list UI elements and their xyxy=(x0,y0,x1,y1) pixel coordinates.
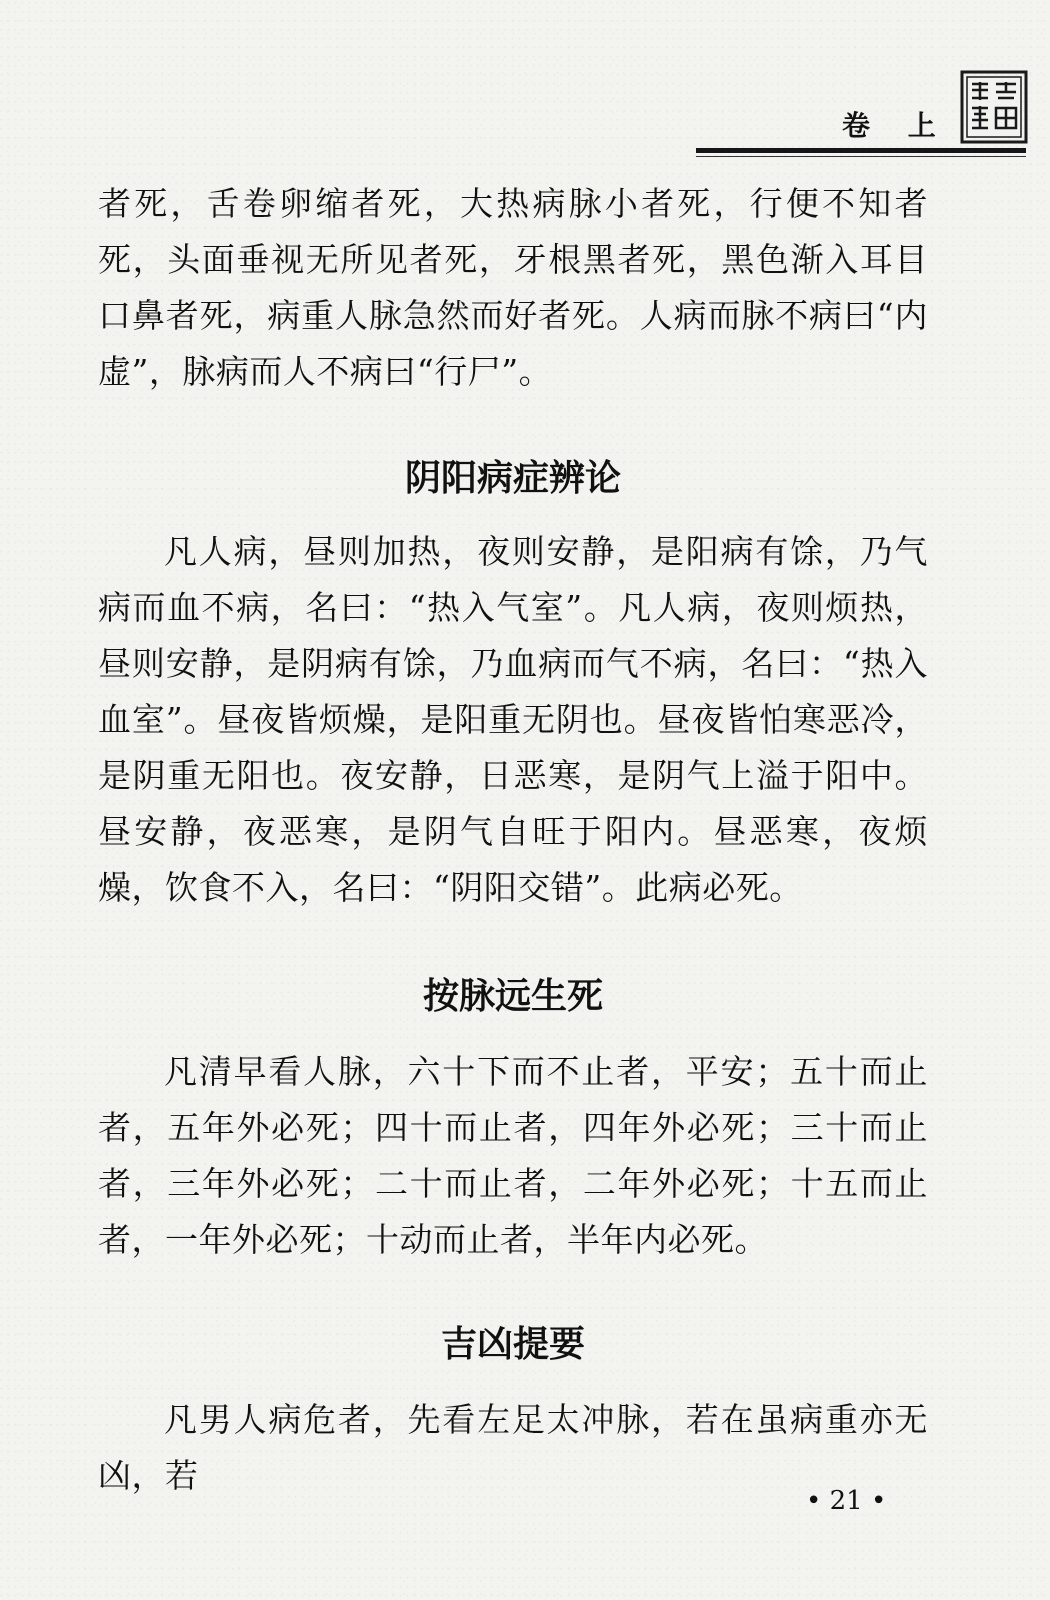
section-heading-yinyang: 阴阳病症辨论 xyxy=(404,458,621,499)
header-rule-thin xyxy=(696,156,1026,157)
section-heading-auspicious: 吉凶提要 xyxy=(440,1324,585,1365)
paragraph-yinyang: 凡人病，昼则加热，夜则安静，是阳病有馀，乃气病而血不病，名曰：“热入气室”。凡人病，夜则烦热，昼则安静，是阴病有馀，乃血病而气不病，名曰：“热入血室”。昼夜皆烦燥，是阳重无阴也。昼夜皆怕寒恶冷，是阴重无阳也。夜安静，日恶寒，是阴气上溢于阳中。昼安静，夜恶寒，是阴气自旺于阳内。昼恶寒，夜烦燥，饮食不入，名曰：“阴阳交错”。此病必死。 xyxy=(98,532,928,907)
paragraph-auspicious: 凡男人病危者，先看左足太冲脉，若在虽病重亦无凶，若 xyxy=(98,1400,928,1495)
paragraph-pulse: 凡清早看人脉，六十下而不止者，平安；五十而止者，五年外必死；四十而止者，四年外必死；三十而止者，三年外必死；二十而止者，二年外必死；十五而止者，一年外必死；十动而止者，半年内必死。 xyxy=(98,1052,928,1259)
page-number: • 21 • xyxy=(806,1486,887,1516)
section-heading-pulse: 按脉远生死 xyxy=(422,976,603,1017)
publisher-seal-icon xyxy=(960,70,1028,144)
header-rule xyxy=(696,148,1026,153)
paragraph-continued: 者死，舌卷卵缩者死，大热病脉小者死，行便不知者死，头面垂视无所见者死，牙根黑者死，黑色渐入耳目口鼻者死，病重人脉急然而好者死。人病而脉不病曰“内虚”，脉病而人不病曰“行尸”。 xyxy=(98,184,928,391)
running-header: 卷 上 xyxy=(842,109,950,142)
